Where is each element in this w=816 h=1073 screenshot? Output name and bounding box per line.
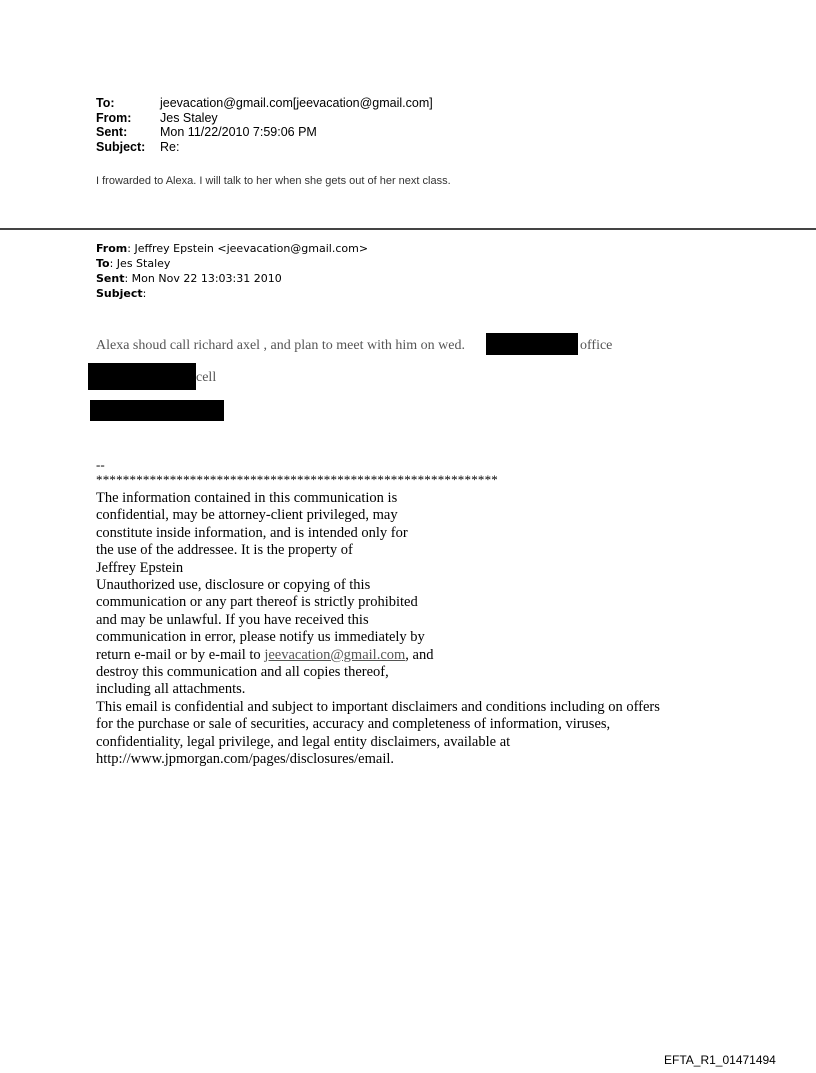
quoted-sent-row [96,271,368,286]
disclaimer-line: the use of the addressee. It is the property of [96,542,353,559]
disclaimer-line: Jeffrey Epstein [96,559,184,576]
divider-rule [0,228,816,230]
quoted-from-row [96,241,368,256]
quoted-from-value: : Jeffrey Epstein <jeevacation@gmail.com> [127,242,369,255]
header-to-value: jeevacation@gmail.com[jeevacation@gmail.com] [160,96,433,110]
header-from-value: Jes Staley [160,110,218,125]
disclaimer-line: constitute inside information, and is intended only for [96,524,408,541]
quoted-subject-value: : [142,287,147,300]
quoted-sent-value: : Mon Nov 22 13:03:31 2010 [124,272,282,285]
jpm-disclaimer-line: confidentiality, legal privilege, and legal entity disclaimers, available at [96,733,511,750]
disclaimer-line: communication in error, please notify us immediately by [96,629,425,646]
redaction-box [486,333,578,355]
header-sent-label: Sent: [96,125,128,139]
quoted-sent-label: Sent [96,272,125,285]
disclaimer-return-line [96,647,736,664]
email-header [96,96,433,154]
disclaimer-line: Unauthorized use, disclosure or copying of this [96,577,371,594]
quoted-from-label: From [96,242,128,255]
header-to-label: To: [96,96,115,110]
reply-body: I frowarded to Alexa. I will talk to her when she gets out of her next class. [96,175,451,187]
email-link[interactable]: jeevacation@gmail.com [264,646,406,663]
header-subject-value: Re: [160,139,180,154]
header-from-row [96,111,433,126]
redaction-box [90,400,224,421]
quoted-to-value: : Jes Staley [109,257,171,270]
jpm-disclaimer-line: for the purchase or sale of securities, accuracy and completeness of information, viruses, [96,716,611,733]
disclaimer-line: communication or any part thereof is strictly prohibited [96,594,418,611]
jpm-disclaimer-line: This email is confidential and subject to important disclaimers and conditions including on offers [96,698,660,715]
signature-dashes: -- [96,457,105,472]
jpm-disclaimer-url: http://www.jpmorgan.com/pages/disclosures/email. [96,751,395,768]
header-sent-value: Mon 11/22/2010 7:59:06 PM [160,125,317,139]
bates-number: EFTA_R1_01471494 [664,1053,776,1067]
header-to-row [96,96,433,111]
disclaimer-line: confidential, may be attorney-client privileged, may [96,507,398,524]
return-prefix: return e-mail or by e-mail to [96,646,265,663]
return-suffix: , and [405,646,434,663]
disclaimer-line: and may be unlawful. If you have received this [96,611,369,628]
cell-label: cell [196,370,217,385]
disclaimer-line: including all attachments. [96,681,246,698]
quoted-subject-row [96,286,368,301]
quoted-to-row [96,256,368,271]
signature-stars: ************************************************************ [96,472,498,487]
disclaimer-line: The information contained in this communication is [96,490,398,506]
header-from-label: From: [96,110,132,125]
quoted-subject-label: Subject [96,287,143,300]
disclaimer-line: destroy this communication and all copies thereof, [96,664,389,681]
quoted-header [96,241,368,301]
quoted-to-label: To [96,257,110,270]
header-subject-row [96,140,433,155]
redaction-box [88,363,196,390]
header-subject-label: Subject: [96,139,146,154]
office-label: office [580,338,613,353]
disclaimer-block [96,490,736,769]
header-sent-row [96,125,433,140]
quoted-body-line: Alexa shoud call richard axel , and plan to meet with him on wed. [96,338,465,353]
